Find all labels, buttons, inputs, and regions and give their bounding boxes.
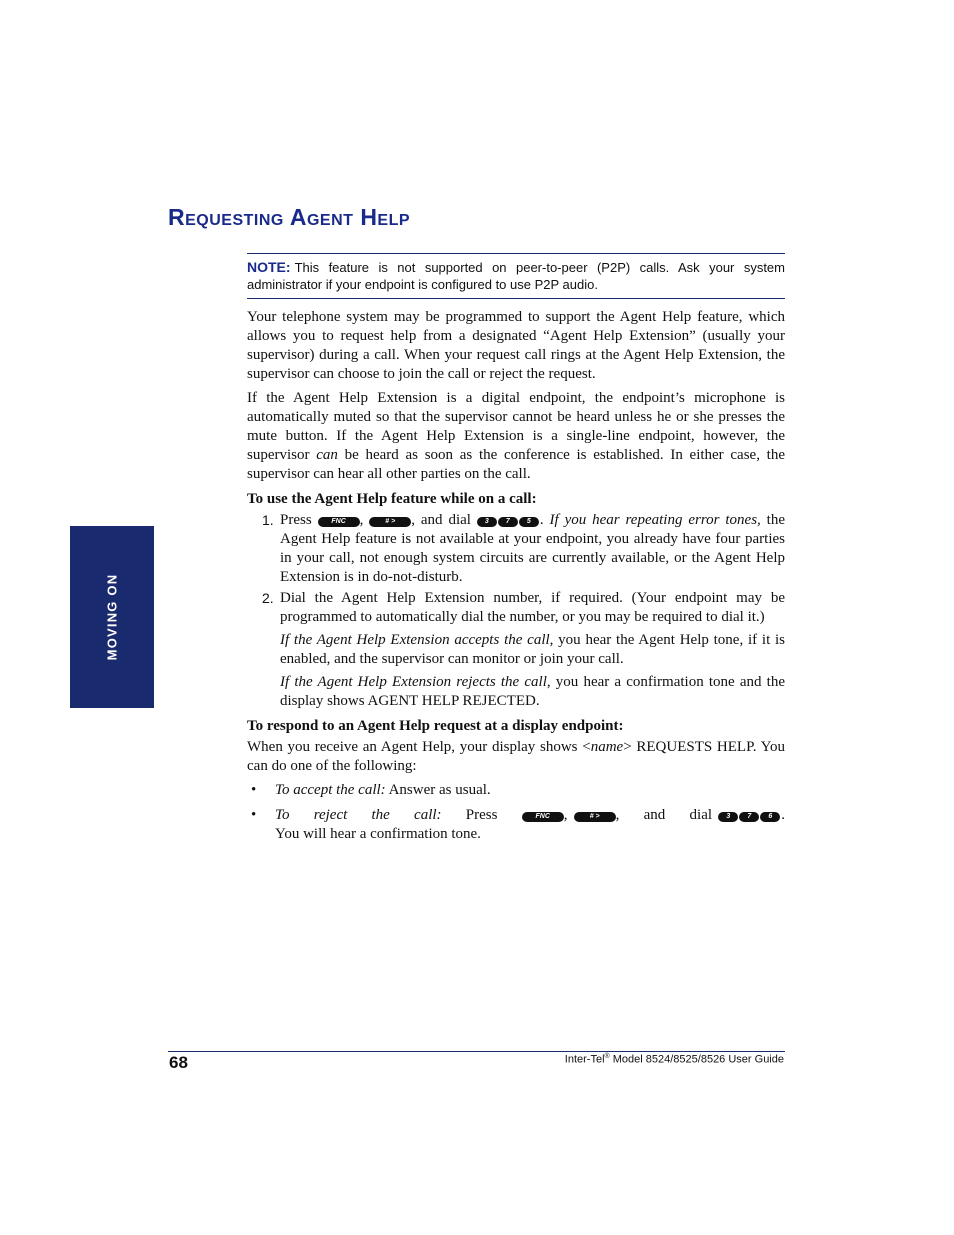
digit-keys-376	[718, 807, 781, 823]
fnc-key-icon: FNC	[522, 812, 564, 822]
step-number: 1.	[262, 512, 274, 528]
digit-key-icon: 3	[718, 812, 738, 822]
page-number: 68	[169, 1053, 188, 1072]
digit-key-icon: 5	[519, 517, 539, 527]
digit-keys-375	[477, 512, 540, 528]
bullet-reject: • To reject the call: Press FNC , # > , and dial 3 7 6 . You will hear a confirmation tone.	[251, 807, 786, 842]
step-number: 2.	[262, 590, 274, 606]
chapter-tab-label: MOVING ON	[104, 573, 120, 661]
hash-key-icon: # >	[369, 517, 411, 527]
hash-key-icon: # >	[574, 812, 616, 822]
paragraph-respond: When you receive an Agent Help, your display shows <name> REQUESTS HELP. You can do one of the following:	[247, 739, 785, 774]
subheading-use-feature: To use the Agent Help feature while on a call:	[247, 491, 537, 507]
step-2-reject: If the Agent Help Extension rejects the call, you hear a confirmation tone and the display shows AGENT HELP REJECTED.	[280, 674, 785, 709]
chapter-side-tab	[70, 526, 154, 708]
body-content	[247, 308, 785, 850]
step-1: 1. Press FNC , # > , and dial 3 7 5 . If you hear repeating error tones, the Agent Help feature is not available at your endpoint, you already have four parties in your call, not enough system circuits are currently available, or the Agent Help Extension is in do-not-disturb.	[262, 512, 786, 585]
steps-list	[247, 511, 785, 711]
bullet-dot-icon: •	[251, 782, 257, 798]
bullet-accept: • To accept the call: Answer as usual.	[251, 782, 491, 798]
step-2-accept: If the Agent Help Extension accepts the call, you hear the Agent Help tone, if it is enabled, and the supervisor can monitor or join your call.	[280, 632, 786, 667]
digit-key-icon: 3	[477, 517, 497, 527]
paragraph-intro: Your telephone system may be programmed to support the Agent Help feature, which allows you to request help from a designated “Agent Help Extension” (usually your supervisor) during a call. When your request call rings at the Agent Help Extension, the supervisor can choose to join the call or reject the request.	[247, 309, 785, 382]
section-title: Requesting Agent Help	[168, 204, 411, 230]
step-2: 2. Dial the Agent Help Extension number, if required. (Your endpoint may be programmed to automatically dial the number, or you may be required to dial it.) If the Agent Help Extension accepts the call, you hear the Agent Help tone, if it is enabled, and the supervisor can monitor or join your call. If the Agent Help Extension rejects the call, you hear a confirmation tone and the display shows AGENT HELP REJECTED.	[262, 590, 786, 709]
paragraph-endpoint-types: If the Agent Help Extension is a digital endpoint, the endpoint’s microphone is automatically muted so that the supervisor cannot be heard unless he or she presses the mute button. If the Agent Help Extension is a single-line endpoint, however, the supervisor can be heard as soon as the conference is established. In either case, the supervisor can hear all other parties on the call.	[247, 390, 785, 482]
digit-key-icon: 7	[498, 517, 518, 527]
subheading-respond: To respond to an Agent Help request at a display endpoint:	[247, 718, 624, 734]
bullet-dot-icon: •	[251, 807, 257, 823]
footer-rule	[168, 1051, 785, 1052]
options-list	[247, 781, 785, 844]
digit-key-icon: 6	[760, 812, 780, 822]
note-text: This feature is not supported on peer-to-peer (P2P) calls. Ask your system administrator if your endpoint is configured to use P2P audio.	[247, 260, 785, 292]
note-box	[247, 253, 785, 299]
fnc-key-icon: FNC	[318, 517, 360, 527]
digit-key-icon: 7	[739, 812, 759, 822]
note-label: NOTE:	[247, 259, 291, 275]
footer-guide-title: Inter-Tel® Model 8524/8525/8526 User Guide	[564, 1053, 784, 1066]
